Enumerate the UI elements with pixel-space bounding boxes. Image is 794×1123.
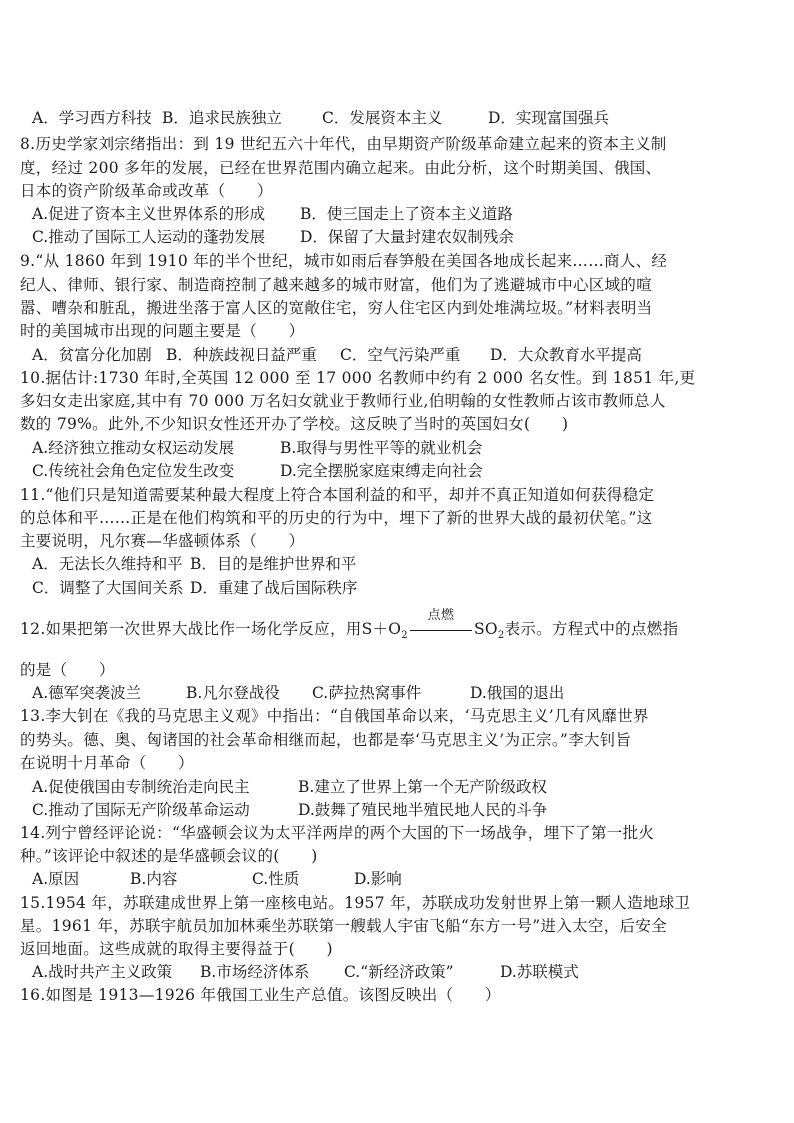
- q8-stem-line-2: 度，经过 200 多年的发展，已经在世界范围内确立起来。由此分析，这个时期美国、俄国、: [20, 159, 662, 177]
- q12-reaction-condition: 点燃: [427, 608, 455, 623]
- q15-stem-line-1: 15.1954 年，苏联建成世界上第一座核电站。1957 年，苏联成功发射世界上第一颗人造地球卫: [20, 894, 691, 912]
- q13-option-b: B.建立了世界上第一个无产阶级政权: [298, 778, 547, 796]
- q13-stem-line-2: 的势头。德、奥、匈诸国的社会革命相继而起，也都是奉‘马克思主义’为正宗。”李大钊旨: [20, 731, 632, 749]
- q11-option-a: A．无法长久维持和平: [32, 555, 183, 573]
- q15-options: [0, 961, 794, 983]
- q12-equation-rhs: SO: [473, 620, 498, 638]
- q14-option-b: B.内容: [130, 870, 178, 888]
- q12-equation: [361, 608, 505, 647]
- q15-option-a: A.战时共产主义政策: [32, 963, 173, 981]
- q12-reaction-bar: [410, 630, 472, 631]
- q14-option-d: D.影响: [354, 870, 402, 888]
- q15-stem-line-2: 星。1961 年，苏联宇航员加加林乘坐苏联第一艘载人宇宙飞船“东方一号”进入太空，后安全: [20, 917, 667, 935]
- q12-option-c: C.萨拉热窝事件: [312, 684, 422, 702]
- q14-stem-line-1: 14.列宁曾经评论说：“华盛顿会议为太平洋两岸的两个大国的下一场战争，埋下了第一批火: [20, 824, 655, 842]
- q11-stem-line-1: 11.“他们只是知道需要某种最大程度上符合本国利益的和平，却并不真正知道如何获得稳定: [20, 486, 655, 504]
- q13-option-c: C.推动了国际无产阶级革命运动: [32, 801, 250, 819]
- q12-option-a: A.德军突袭波兰: [32, 684, 142, 702]
- q9-option-c: C．空气污染严重: [340, 346, 461, 364]
- q10-option-c: C.传统社会角色定位发生改变: [32, 462, 235, 480]
- q8-stem-line-3: 日本的资产阶级革命或改革（ ）: [20, 182, 273, 200]
- q14-stem-line-2: 种。”该评论中叙述的是华盛顿会议的( ): [20, 847, 318, 865]
- q9-stem-line-1: 9.“从 1860 年到 1910 年的半个世纪，城市如雨后春笋般在美国各地成长起来……商人、经: [20, 252, 668, 270]
- q11-option-b: B．目的是维护世界和平: [190, 555, 357, 573]
- q10-options-row-2: [0, 460, 794, 482]
- q10-option-b: B.取得与男性平等的就业机会: [280, 439, 483, 457]
- q14-option-c: C.性质: [252, 870, 300, 888]
- q11-options-row-2: [0, 577, 794, 599]
- q15-stem-line-3: 返回地面。这些成就的取得主要得益于( ): [20, 940, 333, 958]
- q8-option-a: A.促进了资本主义世界体系的形成: [32, 205, 266, 223]
- q9-option-a: A．贫富分化加剧: [32, 346, 152, 364]
- q9-options: [0, 344, 794, 366]
- q12-equation-lhs-sub: 2: [401, 630, 408, 642]
- q12-stem-prefix: 12.如果把第一次世界大战比作一场化学反应，用: [20, 620, 362, 638]
- q7-option-a: A．学习西方科技: [32, 109, 152, 127]
- q12-equation-rhs-sub: 2: [497, 630, 505, 642]
- q14-option-a: A.原因: [32, 870, 80, 888]
- q9-option-b: B．种族歧视日益严重: [166, 346, 317, 364]
- q7-option-d: D．实现富国强兵: [488, 109, 609, 127]
- q11-option-c: C．调整了大国间关系: [32, 579, 184, 597]
- q10-option-a: A.经济独立推动女权运动发展: [32, 439, 235, 457]
- q8-options-row-1: [0, 203, 794, 225]
- q9-stem-line-2: 纪人、律师、银行家、制造商控制了越来越多的城市财富，他们为了逃避城市中心区域的喧: [20, 276, 653, 294]
- q8-options-row-2: [0, 226, 794, 248]
- q10-stem-line-3: 数的 79%。此外,不少知识女性还开办了学校。这反映了当时的英国妇女( ): [20, 415, 569, 433]
- q15-option-b: B.市场经济体系: [200, 963, 310, 981]
- q8-option-c: C.推动了国际工人运动的蓬勃发展: [32, 228, 266, 246]
- q7-option-c: C．发展资本主义: [322, 109, 443, 127]
- q13-stem-line-1: 13.李大钊在《我的马克思主义观》中指出：“自俄国革命以来，‘马克思主义’几有风靡世界: [20, 707, 649, 725]
- q12-option-d: D.俄国的退出: [470, 684, 565, 702]
- q12-equation-lhs: S＋O: [361, 620, 402, 638]
- q7-options: [0, 107, 794, 129]
- q13-stem-line-3: 在说明十月革命（ ）: [20, 754, 194, 772]
- q9-stem-line-4: 时的美国城市出现的问题主要是（ ）: [20, 322, 305, 340]
- q10-stem-line-2: 多妇女走出家庭,其中有 70 000 万名妇女就业于教师行业,伯明翰的女性教师占该市教师总人: [20, 392, 666, 410]
- q15-option-c: C.“新经济政策”: [344, 963, 454, 981]
- q13-options-row-1: [0, 776, 794, 798]
- q12-stem-line-2: 的是（ ）: [20, 661, 115, 679]
- q12-options: [0, 682, 794, 704]
- q16-stem-line-1: 16.如图是 1913—1926 年俄国工业生产总值。该图反映出（ ）: [20, 986, 501, 1004]
- q15-option-d: D.苏联模式: [500, 963, 579, 981]
- q7-option-b: B．追求民族独立: [162, 109, 282, 127]
- q13-option-a: A.促使俄国由专制统治走向民主: [32, 778, 250, 796]
- q9-stem-line-3: 嚣、嘈杂和脏乱，搬进坐落于富人区的宽敞住宅，穷人住宅区内到处堆满垃圾。”材料表明当: [20, 299, 653, 317]
- q11-stem-line-3: 主要说明，凡尔赛—华盛顿体系（ ）: [20, 532, 305, 550]
- q10-option-d: D.完全摆脱家庭束缚走向社会: [280, 462, 483, 480]
- q10-stem-line-1: 10.据估计:1730 年时,全英国 12 000 至 17 000 名教师中约有 2 000 名女性。到 1851 年,更: [20, 369, 696, 387]
- q12-option-b: B.凡尔登战役: [186, 684, 280, 702]
- q13-options-row-2: [0, 799, 794, 821]
- q8-option-b: B．使三国走上了资本主义道路: [300, 205, 513, 223]
- q10-options-row-1: [0, 437, 794, 459]
- q11-options-row-1: [0, 553, 794, 575]
- q11-stem-line-2: 的总体和平……正是在他们构筑和平的历史的行为中，埋下了新的世界大战的最初伏笔。”这: [20, 509, 653, 527]
- q8-option-d: D．保留了大量封建农奴制残余: [300, 228, 514, 246]
- q8-stem-line-1: 8.历史学家刘宗绪指出：到 19 世纪五六十年代，由早期资产阶级革命建立起来的资本主义制: [20, 135, 667, 153]
- q9-option-d: D．大众教育水平提高: [490, 346, 642, 364]
- q12-stem-line-1: [20, 608, 780, 647]
- q12-reaction-arrow: [410, 608, 472, 641]
- q12-stem-suffix: 表示。方程式中的点燃指: [504, 620, 679, 638]
- q11-option-d: D．重建了战后国际秩序: [190, 579, 358, 597]
- q14-options: [0, 868, 794, 890]
- q13-option-d: D.鼓舞了殖民地半殖民地人民的斗争: [298, 801, 548, 819]
